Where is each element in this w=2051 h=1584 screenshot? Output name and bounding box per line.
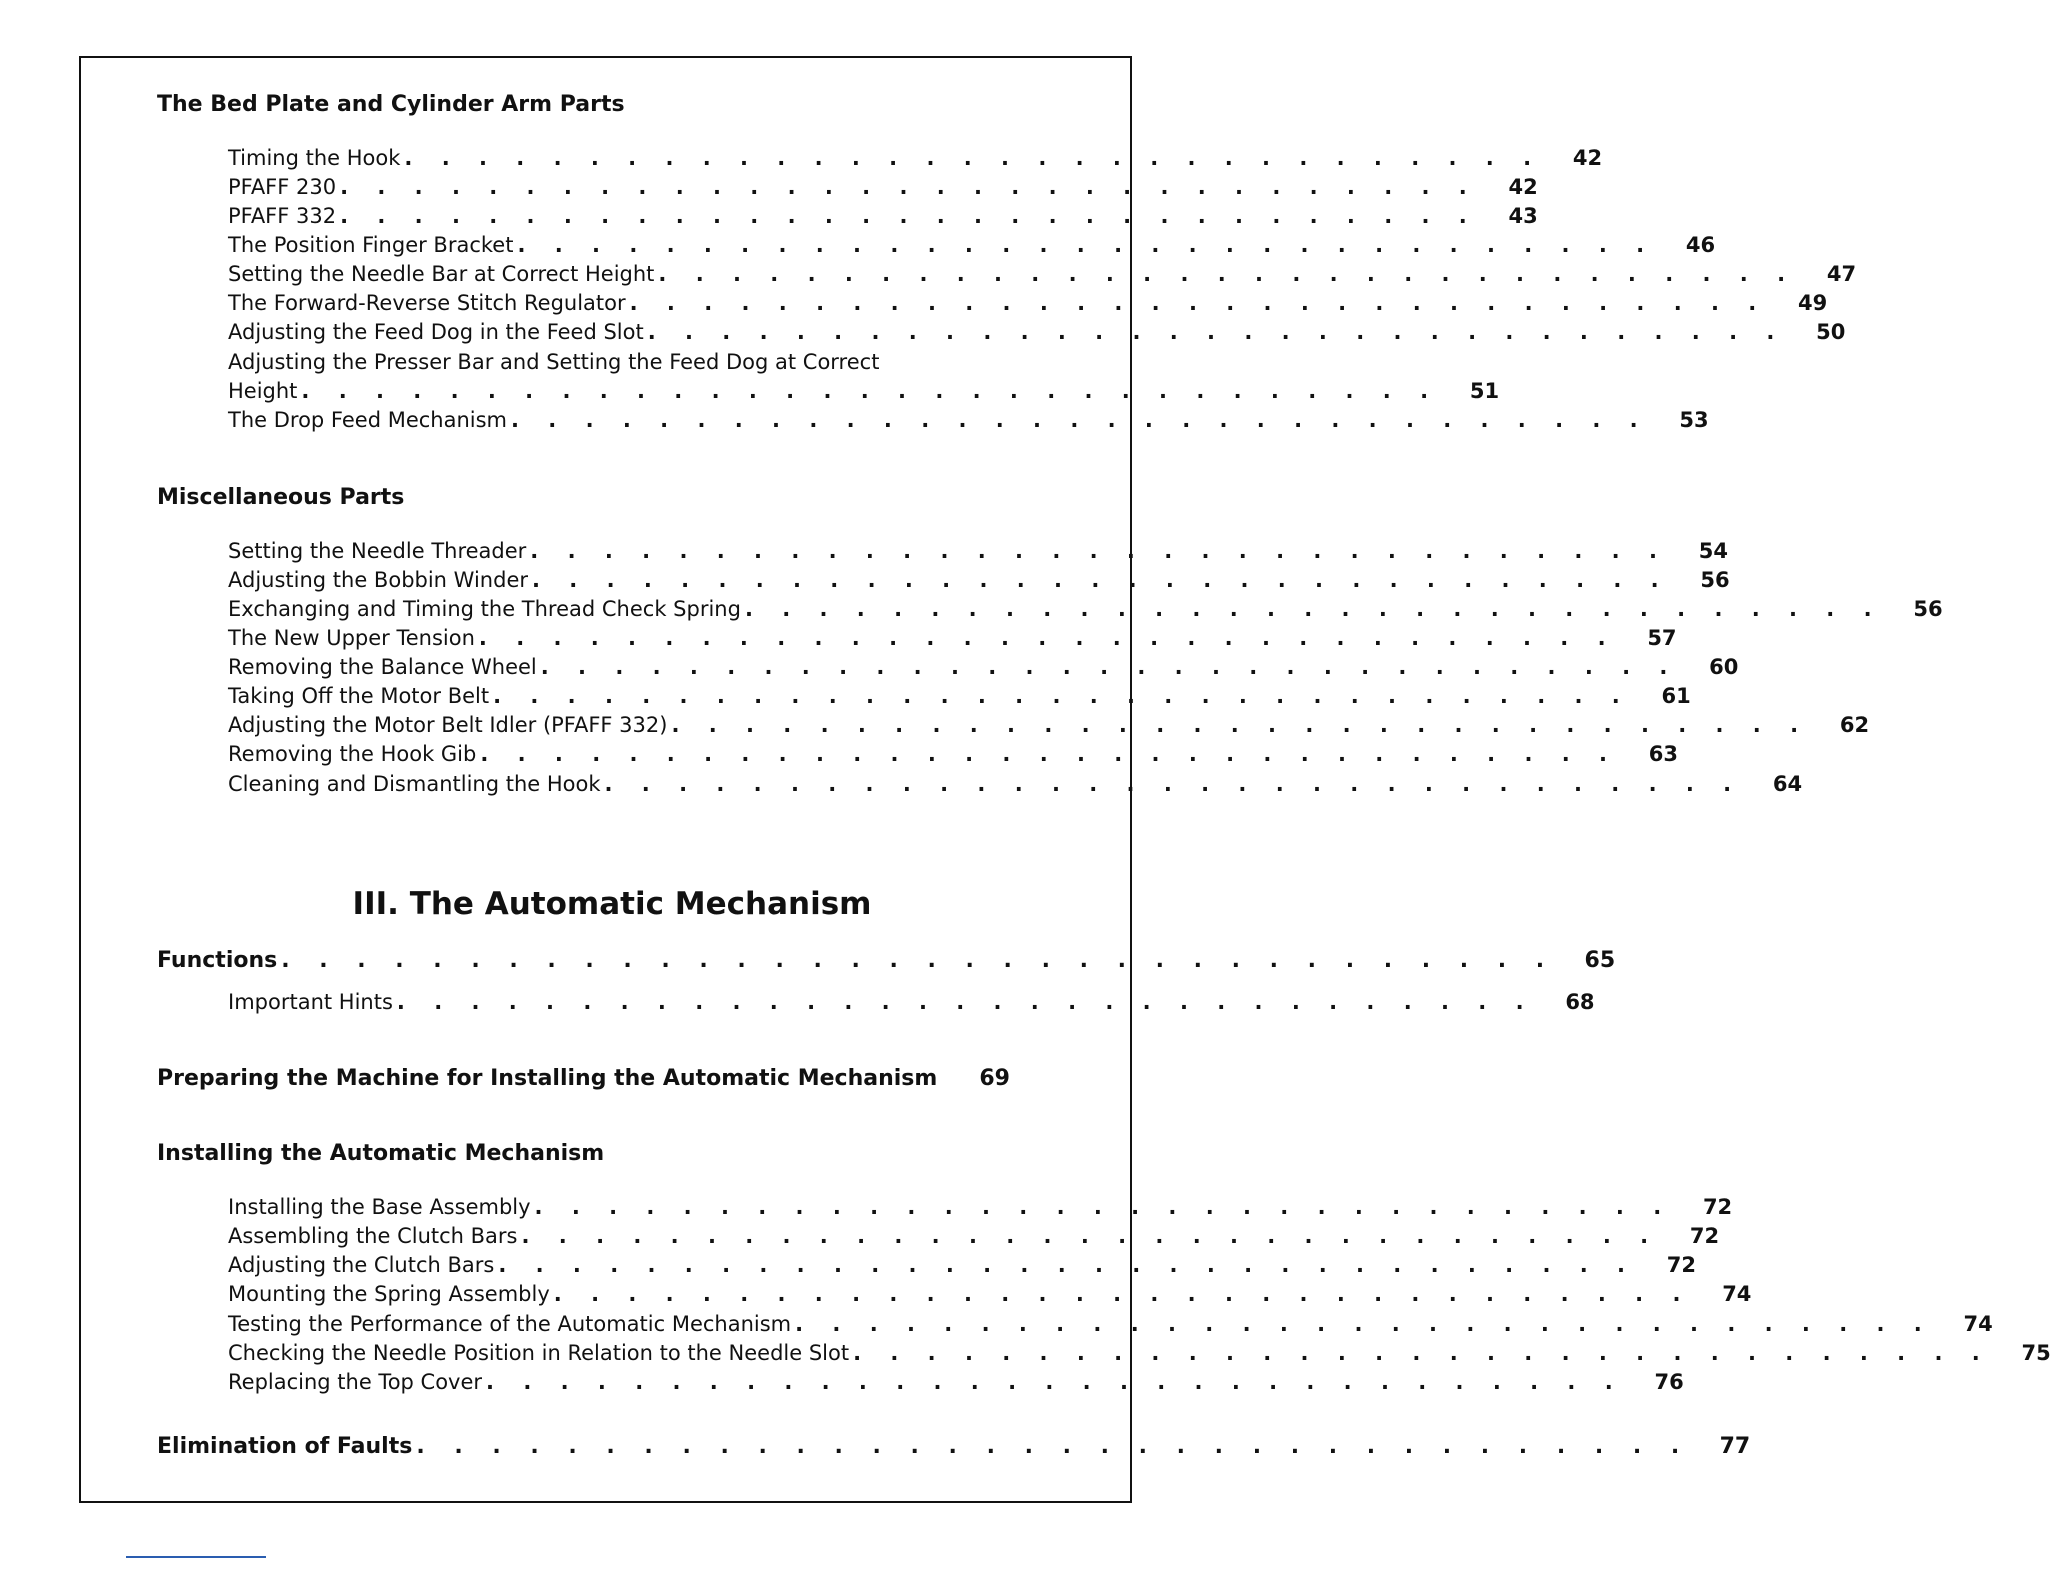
dot-leader: . . . . . . . . . . . . . . . . . . . . . . . . . . . . . . . [532, 568, 1670, 592]
toc-entry[interactable]: The Forward-Reverse Stitch Regulator . . . . . . . . . . . . . . . . . . . . . . . . . . . . . . . 49 [228, 289, 1010, 318]
toc-entry[interactable]: Important Hints . . . . . . . . . . . . . . . . . . . . . . . . . . . . . . . 68 [228, 988, 1010, 1017]
dot-leader: . . . . . . . . . . . . . . . . . . . . . . . . . . . . . . . [486, 1370, 1624, 1394]
toc-entry[interactable]: Testing the Performance of the Automatic Mechanism . . . . . . . . . . . . . . . . . . . . . . . . . . . . . . . 74 [228, 1310, 1010, 1339]
toc-entry[interactable]: Exchanging and Timing the Thread Check Spring . . . . . . . . . . . . . . . . . . . . . . . . . . . . . . . 56 [228, 595, 1010, 624]
page-number: 56 [1913, 597, 1943, 621]
toc-entry[interactable]: The Position Finger Bracket . . . . . . . . . . . . . . . . . . . . . . . . . . . . . . . 46 [228, 231, 1010, 260]
page-number: 64 [1772, 772, 1803, 796]
dot-leader: . . . . . . . . . . . . . . . . . . . . . . . . . . . . . . . [540, 655, 1679, 679]
page-number: 76 [1654, 1370, 1684, 1394]
toc-entry[interactable]: Removing the Balance Wheel . . . . . . . . . . . . . . . . . . . . . . . . . . . . . . . 60 [228, 653, 1010, 682]
page-number: 49 [1798, 291, 1828, 315]
page-number: 51 [1469, 379, 1500, 403]
chapter-title: III. The Automatic Mechanism [352, 886, 872, 922]
page-number: 72 [1689, 1224, 1720, 1248]
dot-leader: . . . . . . . . . . . . . . . . . . . . . . . . . . . . . . . [478, 626, 1617, 650]
page-number: 72 [1666, 1253, 1696, 1277]
toc-entry-preparing[interactable]: Preparing the Machine for Installing the Automatic Mechanism 69 [157, 1066, 1010, 1091]
toc-entry[interactable]: Adjusting the Feed Dog in the Feed Slot . . . . . . . . . . . . . . . . . . . . . . . . . . . . . . . 50 [228, 318, 1010, 347]
toc-entry[interactable]: The Drop Feed Mechanism . . . . . . . . . . . . . . . . . . . . . . . . . . . . . . . 53 [228, 406, 1010, 435]
section-heading-miscellaneous: Miscellaneous Parts [157, 485, 405, 510]
page-number: 54 [1698, 539, 1728, 563]
dot-leader: . . . . . . . . . . . . . . . . . . . . . . . . . . . . . . . . . . [281, 948, 1556, 973]
toc-entry[interactable]: Setting the Needle Threader . . . . . . . . . . . . . . . . . . . . . . . . . . . . . . . 54 [228, 537, 1010, 566]
section-heading-bed-plate: The Bed Plate and Cylinder Arm Parts [157, 92, 625, 117]
dot-leader: . . . . . . . . . . . . . . . . . . . . . . . . . . . . . . . [521, 1224, 1660, 1248]
toc-entry[interactable]: Mounting the Spring Assembly . . . . . . . . . . . . . . . . . . . . . . . . . . . . . . . 74 [228, 1280, 1010, 1309]
page-number: 65 [1584, 948, 1616, 973]
toc-entry[interactable]: Adjusting the Motor Belt Idler (PFAFF 332) . . . . . . . . . . . . . . . . . . . . . . . . . . . . . . . 62 [228, 711, 1010, 740]
toc-entry[interactable]: Taking Off the Motor Belt . . . . . . . . . . . . . . . . . . . . . . . . . . . . . . . 61 [228, 682, 1010, 711]
page-number: 47 [1826, 262, 1857, 286]
dot-leader: . . . . . . . . . . . . . . . . . . . . . . . . . . . . . . . [480, 742, 1618, 766]
dot-leader: . . . . . . . . . . . . . . . . . . . . . . . . . . . . . . . [744, 597, 1883, 621]
toc-entry[interactable]: Timing the Hook . . . . . . . . . . . . . . . . . . . . . . . . . . . . . . . 42 [228, 144, 1010, 173]
dot-leader [941, 1064, 950, 1093]
page-number: 57 [1647, 626, 1677, 650]
page-number: 46 [1685, 233, 1716, 257]
toc-entry[interactable]: PFAFF 332 . . . . . . . . . . . . . . . . . . . . . . . . . . . . . . . 43 [228, 202, 1010, 231]
page-number: 77 [1719, 1434, 1751, 1459]
dot-leader: . . . . . . . . . . . . . . . . . . . . . . . . . . . . . . . [301, 379, 1440, 403]
page-number: 69 [979, 1066, 1010, 1091]
footer-rule [126, 1556, 266, 1558]
dot-leader: . . . . . . . . . . . . . . . . . . . . . . . . . . . . . . . [493, 684, 1631, 708]
dot-leader: . . . . . . . . . . . . . . . . . . . . . . . . . . . . . . . [604, 772, 1743, 796]
page-number: 68 [1565, 990, 1595, 1014]
toc-entry[interactable]: Height . . . . . . . . . . . . . . . . . . . . . . . . . . . . . . . 51 [228, 377, 1010, 406]
page-number: 50 [1816, 320, 1846, 344]
page-number: 42 [1508, 175, 1538, 199]
dot-leader: . . . . . . . . . . . . . . . . . . . . . . . . . . . . . . . [340, 204, 1478, 228]
dot-leader: . . . . . . . . . . . . . . . . . . . . . . . . . . . . . . . [517, 233, 1656, 257]
toc-entry[interactable]: Setting the Needle Bar at Correct Height . . . . . . . . . . . . . . . . . . . . . . . . . . . . . . . 47 [228, 260, 1010, 289]
dot-leader: . . . . . . . . . . . . . . . . . . . . . . . . . . . . . . . [853, 1341, 1991, 1365]
toc-entry[interactable]: Assembling the Clutch Bars . . . . . . . . . . . . . . . . . . . . . . . . . . . . . . . 72 [228, 1222, 1010, 1251]
page-number: 72 [1702, 1195, 1733, 1219]
toc-entry[interactable]: Installing the Base Assembly . . . . . . . . . . . . . . . . . . . . . . . . . . . . . . . 72 [228, 1193, 1010, 1222]
toc-entry[interactable]: Checking the Needle Position in Relation to the Needle Slot . . . . . . . . . . . . . . . . . . . . . . . . . . . . . . . 75 [228, 1339, 1010, 1368]
page-number: 53 [1679, 408, 1709, 432]
toc-entry-elimination[interactable]: Elimination of Faults . . . . . . . . . . . . . . . . . . . . . . . . . . . . . . . . . . 77 [157, 1434, 1751, 1459]
dot-leader: . . . . . . . . . . . . . . . . . . . . . . . . . . . . . . . [404, 146, 1543, 170]
dot-leader: . . . . . . . . . . . . . . . . . . . . . . . . . . . . . . . [396, 990, 1535, 1014]
dot-leader: . . . . . . . . . . . . . . . . . . . . . . . . . . . . . . . [340, 175, 1478, 199]
dot-leader: . . . . . . . . . . . . . . . . . . . . . . . . . . . . . . . [795, 1312, 1933, 1336]
page-number: 74 [1722, 1282, 1752, 1306]
page-number: 42 [1572, 146, 1603, 170]
dot-leader: . . . . . . . . . . . . . . . . . . . . . . . . . . . . . . . [511, 408, 1649, 432]
page-number: 56 [1700, 568, 1730, 592]
page-number: 43 [1508, 204, 1538, 228]
toc-entry[interactable]: Removing the Hook Gib . . . . . . . . . . . . . . . . . . . . . . . . . . . . . . . 63 [228, 740, 1010, 769]
section-heading-installing: Installing the Automatic Mechanism [157, 1141, 605, 1166]
dot-leader: . . . . . . . . . . . . . . . . . . . . . . . . . . . . . . . [671, 713, 1810, 737]
dot-leader: . . . . . . . . . . . . . . . . . . . . . . . . . . . . . . . [498, 1253, 1636, 1277]
dot-leader: . . . . . . . . . . . . . . . . . . . . . . . . . . . . . . . [553, 1282, 1692, 1306]
page-number: 75 [2021, 1341, 2051, 1365]
toc-entry[interactable]: Cleaning and Dismantling the Hook . . . . . . . . . . . . . . . . . . . . . . . . . . . . . . . 64 [228, 770, 1010, 799]
toc-entry[interactable]: Adjusting the Bobbin Winder . . . . . . . . . . . . . . . . . . . . . . . . . . . . . . . 56 [228, 566, 1010, 595]
dot-leader: . . . . . . . . . . . . . . . . . . . . . . . . . . . . . . . [629, 291, 1768, 315]
toc-entry-functions[interactable]: Functions . . . . . . . . . . . . . . . . . . . . . . . . . . . . . . . . . . 65 [157, 948, 1616, 973]
page-number: 74 [1963, 1312, 1993, 1336]
dot-leader: . . . . . . . . . . . . . . . . . . . . . . . . . . . . . . . . . . [416, 1434, 1691, 1459]
toc-entry[interactable]: Adjusting the Clutch Bars . . . . . . . . . . . . . . . . . . . . . . . . . . . . . . . 72 [228, 1251, 1010, 1280]
dot-leader: . . . . . . . . . . . . . . . . . . . . . . . . . . . . . . . [534, 1195, 1673, 1219]
page-number: 60 [1709, 655, 1739, 679]
dot-leader: . . . . . . . . . . . . . . . . . . . . . . . . . . . . . . . [530, 539, 1668, 563]
toc-entry[interactable]: Replacing the Top Cover . . . . . . . . . . . . . . . . . . . . . . . . . . . . . . . 76 [228, 1368, 1010, 1397]
toc-entry[interactable]: PFAFF 230 . . . . . . . . . . . . . . . . . . . . . . . . . . . . . . . 42 [228, 173, 1010, 202]
toc-entry-label-line1[interactable]: Adjusting the Presser Bar and Setting the Feed Dog at Correct [228, 350, 880, 374]
page-number: 62 [1839, 713, 1870, 737]
dot-leader: . . . . . . . . . . . . . . . . . . . . . . . . . . . . . . . [658, 262, 1797, 286]
page-number: 61 [1661, 684, 1691, 708]
toc-entry[interactable]: The New Upper Tension . . . . . . . . . . . . . . . . . . . . . . . . . . . . . . . 57 [228, 624, 1010, 653]
dot-leader: . . . . . . . . . . . . . . . . . . . . . . . . . . . . . . . [647, 320, 1786, 344]
page-number: 63 [1648, 742, 1678, 766]
